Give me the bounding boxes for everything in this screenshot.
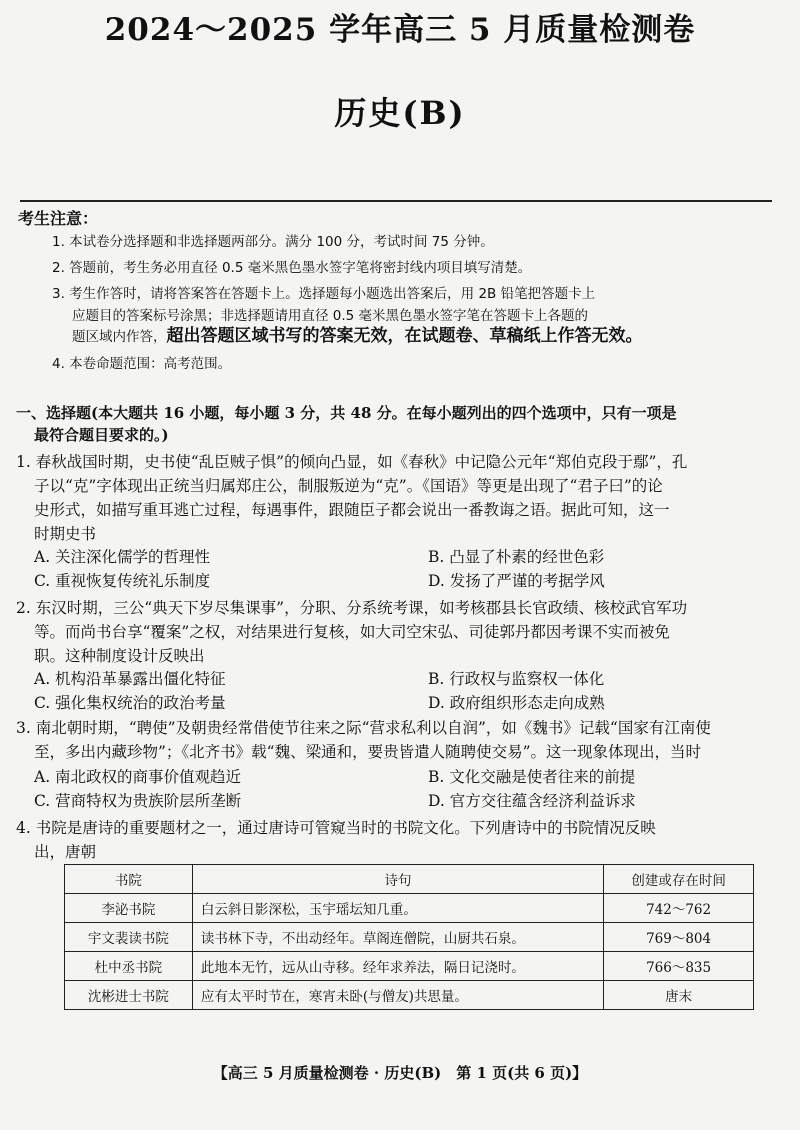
q1-option-c: C. 重视恢复传统礼乐制度 — [34, 572, 211, 590]
q1-option-d: D. 发扬了严谨的考据学风 — [428, 572, 605, 590]
cell-academy: 李泌书院 — [65, 894, 193, 923]
notice-item-3b: 应题目的答案标号涂黑；非选择题请用直径 0.5 毫米黑色墨水签字笔在答题卡上各题的 — [72, 308, 589, 324]
exam-title: 2024～2025 学年高三 5 月质量检测卷 — [104, 12, 696, 48]
notice-item-1: 1. 本试卷分选择题和非选择题两部分。满分 100 分，考试时间 75 分钟。 — [52, 234, 494, 250]
notice-item-3c-bold: 超出答题区域书写的答案无效，在试题卷、草稿纸上作答无效。 — [166, 326, 643, 346]
academy-table — [64, 864, 754, 1010]
q3-option-b: B. 文化交融是使者往来的前提 — [428, 768, 636, 786]
page-footer: 【高三 5 月质量检测卷 · 历史(B) 第 1 页(共 6 页)】 — [212, 1064, 588, 1082]
header-poem: 诗句 — [192, 865, 603, 894]
q1-option-b: B. 凸显了朴素的经世色彩 — [428, 548, 605, 566]
q3-option-d: D. 官方交往蕴含经济利益诉求 — [428, 792, 636, 810]
q3-option-a: A. 南北政权的商事价值观趋近 — [34, 768, 242, 786]
q1-stem-line2: 子以“克”字体现出正统当归属郑庄公，制服叛逆为“克”。《国语》等更是出现了“君子曰”的论 — [34, 477, 663, 495]
notice-item-4: 4. 本卷命题范围：高考范围。 — [52, 356, 232, 372]
section-heading-line2: 最符合题目要求的。) — [34, 426, 169, 444]
cell-poem: 应有太平时节在，寒宵未卧(与僧友)共思量。 — [192, 981, 603, 1010]
cell-poem: 白云斜日影深松，玉宇瑶坛知几重。 — [192, 894, 603, 923]
table-row — [65, 923, 754, 952]
q2-option-c: C. 强化集权统治的政治考量 — [34, 694, 226, 712]
q3-option-c: C. 营商特权为贵族阶层所垄断 — [34, 792, 242, 810]
q2-stem-line1: 2. 东汉时期，三公“典天下岁尽集课事”，分职、分系统考课，如考核郡县长官政绩、核校武官军功 — [16, 599, 688, 617]
table-row — [65, 981, 754, 1010]
q4-stem-line1: 4. 书院是唐诗的重要题材之一，通过唐诗可管窥当时的书院文化。下列唐诗中的书院情况反映 — [16, 819, 656, 837]
cell-poem: 读书林下寺，不出动经年。草阁连僧院，山厨共石泉。 — [192, 923, 603, 952]
notice-item-2: 2. 答题前，考生务必用直径 0.5 毫米黑色墨水签字笔将密封线内项目填写清楚。 — [52, 260, 532, 276]
q1-stem-line4: 时期史书 — [34, 525, 97, 543]
cell-period: 唐末 — [604, 981, 754, 1010]
q2-stem-line2: 等。而尚书台享“覆案”之权，对结果进行复核，如大司空宋弘、司徒郭丹都因考课不实而被免 — [34, 623, 670, 641]
notice-item-3c — [72, 326, 800, 347]
cell-academy: 沈彬进士书院 — [65, 981, 193, 1010]
cell-period: 742～762 — [604, 894, 754, 923]
q2-stem-line3: 职。这种制度设计反映出 — [34, 647, 205, 665]
q2-option-b: B. 行政权与监察权一体化 — [428, 670, 605, 688]
q1-stem-line3: 史形式，如描写重耳逃亡过程，每遇事件，跟随臣子都会说出一番教诲之语。据此可知，这一 — [34, 501, 670, 519]
exam-subject: 历史(B) — [334, 94, 466, 132]
table-row — [65, 894, 754, 923]
q4-stem-line2: 出，唐朝 — [34, 843, 97, 861]
q3-stem-line2: 至，多出内藏珍物”；《北齐书》载“魏、梁通和，要贵皆遣人随聘使交易”。这一现象体现出，当时 — [34, 743, 702, 761]
q2-option-d: D. 政府组织形态走向成熟 — [428, 694, 605, 712]
cell-period: 769～804 — [604, 923, 754, 952]
q2-option-a: A. 机构沿革暴露出僵化特征 — [34, 670, 226, 688]
notice-item-3c-pre: 题区域内作答， — [72, 329, 167, 345]
header-academy: 书院 — [65, 865, 193, 894]
q3-stem-line1: 3. 南北朝时期，“聘使”及朝贵经常借使节往来之际“营求私利以自润”，如《魏书》记载“国家有江南使 — [16, 719, 711, 737]
section-heading-line1: 一、选择题(本大题共 16 小题，每小题 3 分，共 48 分。在每小题列出的四个选项中，只有一项是 — [16, 404, 677, 422]
header-period: 创建或存在时间 — [604, 865, 754, 894]
cell-academy: 杜中丞书院 — [65, 952, 193, 981]
cell-academy: 宇文裴读书院 — [65, 923, 193, 952]
table-row — [65, 952, 754, 981]
notice-heading: 考生注意： — [18, 209, 99, 228]
notice-item-3a: 3. 考生作答时，请将答案答在答题卡上。选择题每小题选出答案后，用 2B 铅笔把答题卡上 — [52, 286, 596, 302]
table-header-row — [65, 865, 754, 894]
cell-poem: 此地本无竹，远从山寺移。经年求养法，隔日记浇时。 — [192, 952, 603, 981]
q1-stem-line1: 1. 春秋战国时期，史书使“乱臣贼子惧”的倾向凸显，如《春秋》中记隐公元年“郑伯克段于鄢”，孔 — [16, 453, 688, 471]
q1-option-a: A. 关注深化儒学的哲理性 — [34, 548, 211, 566]
header-divider — [20, 200, 772, 202]
cell-period: 766～835 — [604, 952, 754, 981]
